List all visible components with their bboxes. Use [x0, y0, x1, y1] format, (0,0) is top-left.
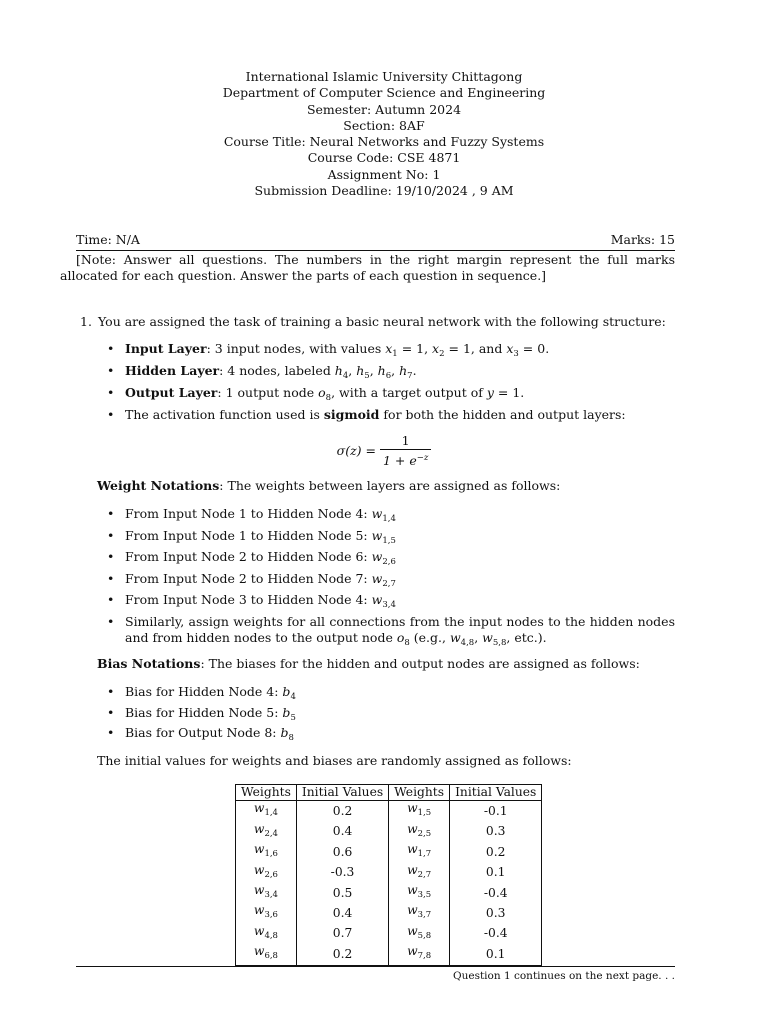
table-header-row: [236, 785, 542, 801]
weight-symbol: w: [253, 944, 265, 959]
weight-item-text: From Input Node 1 to Hidden Node 4:: [125, 506, 372, 521]
initial-value-cell: 0.1: [485, 946, 506, 961]
weight-symbol: w: [253, 842, 265, 857]
bias-item-text: Bias for Hidden Node 4:: [125, 684, 283, 699]
list-item: • Hidden Layer: 4 nodes, labeled $h_4$, $h_5$, $h_6$, $h_7$.: [107, 363, 417, 381]
submission-deadline: Submission Deadline: 19/10/2024 , 9 AM: [254, 183, 514, 199]
weight-subscript: 7,8: [417, 951, 432, 962]
sigmoid-formula: [0, 433, 768, 470]
weight-name-cell: [389, 944, 450, 965]
input-layer-label: Input Layer: [125, 341, 207, 356]
denominator-text: 1 + e: [382, 453, 417, 469]
question-number: 1.: [80, 314, 92, 329]
denominator-exponent: −z: [416, 453, 429, 464]
semester: Semester: Autumn 2024: [306, 101, 462, 117]
weight-name-cell: [236, 944, 297, 965]
formula-lhs: σ(z) =: [336, 442, 380, 458]
weight-name-cell: [236, 863, 297, 883]
bullet-icon: •: [107, 506, 115, 521]
hidden-layer-text: : 4 nodes, labeled: [219, 363, 335, 378]
bullet-icon: •: [107, 684, 115, 699]
output-layer-text: : 1 output node: [217, 385, 319, 400]
table-row: [236, 863, 542, 883]
target-value: 1: [512, 385, 521, 400]
list-item: [107, 705, 675, 726]
bias-notations-heading: [97, 656, 675, 672]
weight-symbol: w: [371, 570, 383, 586]
weight-name-cell: [389, 822, 450, 842]
weight-item-text: From Input Node 3 to Hidden Node 4:: [125, 592, 372, 608]
column-header: Weights: [389, 785, 450, 801]
course-code: Course Code: CSE 4871: [307, 150, 461, 166]
bullet-icon: •: [107, 704, 115, 720]
table-row: [236, 801, 542, 822]
weight-symbol: w: [407, 923, 418, 938]
initial-value-cell: 0.7: [296, 924, 388, 944]
weight-item-text: From Input Node 2 to Hidden Node 6:: [125, 549, 372, 565]
table-row: [236, 883, 542, 903]
weight-subscript: 1,5: [417, 808, 432, 819]
bullet-icon: •: [107, 363, 115, 378]
output-layer-label: Output Layer: [125, 385, 218, 400]
similarly-text-2: (e.g.,: [409, 630, 450, 646]
weight-subscript: 5,8: [417, 930, 432, 941]
initial-value-cell: 0.2: [485, 844, 506, 859]
list-item: • Input Layer: 3 input nodes, with values $x_1 = 1$, $x_2 = 1$, and $x_3 = 0$.: [107, 341, 550, 359]
department-name: Department of Computer Science and Engineering: [222, 85, 546, 101]
column-header: Weights: [236, 785, 297, 801]
list-item: • Similarly, assign weights for all connections from the input nodes to the hidden nodes and from hidden nodes to the output node $o_8$ (e.g., $w_{4,8}$, $w_{5,8}$, etc.).: [107, 613, 675, 649]
table-row: [236, 822, 542, 842]
weight-item-text: From Input Node 1 to Hidden Node 5:: [125, 527, 372, 543]
bias-subscript: 8: [288, 733, 294, 743]
weight-subscript: 2,7: [382, 578, 396, 589]
bias-subscript: 4: [290, 692, 296, 702]
weight-subscript: 2,7: [417, 869, 432, 880]
list-item: [107, 549, 675, 571]
weight-symbol: w: [253, 801, 265, 816]
table-row: [236, 842, 542, 862]
weight-symbol: w: [253, 862, 265, 877]
bullet-icon: •: [107, 613, 115, 629]
similarly-text: Similarly, assign weights for all connections from the input nodes to the hidden nodes and from hidden nodes to the output node: [125, 613, 675, 646]
list-item: [107, 407, 675, 429]
page-footer: Question 1 continues on the next page. . .: [452, 970, 675, 982]
weight-name-cell: [389, 903, 450, 923]
instructions-note: [Note: Answer all questions. The numbers in the right margin represent the full marks allocated for each question. Answer the parts of each question in sequence.]: [60, 252, 675, 284]
weight-subscript: 6,8: [264, 951, 278, 962]
weight-notations-heading: [97, 478, 675, 494]
weight-subscript: 1,5: [382, 535, 396, 546]
formula-numerator: 1: [380, 433, 431, 450]
activation-text: The activation function used is: [125, 407, 324, 422]
list-item: [107, 684, 675, 705]
weight-symbol: w: [407, 883, 418, 898]
initial-value-cell: 0.1: [485, 865, 506, 880]
weight-notations-label: Weight Notations: [97, 478, 220, 493]
bias-symbol: b: [282, 684, 291, 699]
weight-subscript: 2,6: [382, 557, 396, 568]
bias-notations-text: : The biases for the hidden and output nodes are assigned as follows:: [200, 656, 640, 671]
formula-fraction: [380, 433, 431, 470]
weight-symbol: w: [371, 527, 383, 543]
weight-symbol: w: [407, 944, 418, 959]
weight-name-cell: [236, 924, 297, 944]
weight-subscript: 1,6: [264, 849, 278, 860]
weight-symbol: w: [371, 592, 383, 608]
weight-notations-text: : The weights between layers are assigned as follows:: [219, 478, 561, 493]
bias-symbol: b: [280, 725, 289, 740]
activation-text-2: for both the hidden and output layers:: [379, 407, 626, 422]
initial-value-cell: 0.6: [296, 842, 388, 862]
weight-name-cell: [389, 863, 450, 883]
weight-name-cell: [389, 883, 450, 903]
weight-symbol: w: [253, 821, 265, 836]
initial-value-cell: -0.4: [483, 885, 508, 900]
x1-value: 1: [416, 341, 425, 356]
hidden-layer-label: Hidden Layer: [125, 363, 220, 378]
header-divider: [76, 250, 675, 251]
similarly-text-3: , etc.).: [506, 630, 547, 646]
bullet-icon: •: [107, 407, 115, 422]
output-layer-text-2: , with a target output of: [331, 385, 487, 400]
table-row: [236, 944, 542, 965]
initial-value-cell: -0.4: [483, 926, 508, 941]
document-header: [0, 69, 768, 199]
formula-denominator: [380, 450, 431, 469]
column-header: Initial Values: [296, 785, 388, 801]
bullet-icon: •: [107, 341, 115, 356]
weight-symbol: w: [371, 506, 383, 521]
assignment-number: Assignment No: 1: [327, 166, 441, 182]
list-item: [107, 506, 675, 528]
weight-subscript: 1,7: [417, 849, 432, 860]
weight-subscript: 3,4: [264, 890, 278, 901]
bullet-icon: •: [107, 592, 115, 608]
weight-symbol: w: [407, 821, 418, 836]
time-marks-bar: [76, 232, 675, 248]
bullet-icon: •: [107, 725, 115, 740]
weight-name-cell: [389, 924, 450, 944]
weight-subscript: 2,6: [264, 869, 278, 880]
marks-label: Marks: 15: [610, 232, 675, 247]
initial-value-cell: 0.5: [296, 883, 388, 903]
weight-subscript: 3,4: [382, 600, 396, 611]
weight-name-cell: [236, 801, 297, 822]
weight-item-text: From Input Node 2 to Hidden Node 7:: [125, 570, 372, 586]
initial-value-cell: 0.2: [296, 944, 388, 965]
bias-subscript: 5: [290, 712, 296, 723]
bullet-icon: •: [107, 570, 115, 586]
initial-value-cell: 0.2: [296, 801, 388, 822]
initial-values-text: The initial values for weights and biases are randomly assigned as follows:: [97, 753, 572, 768]
initial-weights-table: [235, 784, 542, 966]
bullet-icon: •: [107, 549, 115, 565]
column-header: Initial Values: [450, 785, 542, 801]
weight-symbol: w: [253, 883, 265, 898]
bias-symbol: b: [282, 704, 291, 720]
initial-value-cell: -0.1: [483, 803, 508, 818]
weight-symbol: w: [407, 801, 418, 816]
time-label: Time: N/A: [76, 232, 140, 247]
footer-divider: [76, 966, 675, 967]
weight-symbol: w: [253, 903, 265, 918]
university-name: International Islamic University Chittagong: [245, 69, 523, 84]
bias-notations-label: Bias Notations: [97, 656, 201, 671]
activation-name: sigmoid: [323, 407, 380, 422]
weight-symbol: w: [407, 903, 418, 918]
network-structure-list: [107, 341, 675, 429]
weight-name-cell: [389, 842, 450, 862]
input-layer-text: : 3 input nodes, with values: [206, 341, 386, 356]
list-item: [107, 592, 675, 614]
bullet-icon: •: [107, 385, 115, 400]
x2-value: 1: [462, 341, 471, 356]
list-item: [107, 571, 675, 593]
initial-value-cell: 0.4: [296, 903, 388, 923]
bullet-icon: •: [107, 527, 115, 543]
weight-subscript: 1,4: [264, 808, 278, 819]
initial-value-cell: 0.3: [485, 905, 506, 920]
weight-subscript: 3,6: [264, 910, 278, 921]
weight-name-cell: [389, 801, 450, 822]
list-item: [107, 725, 675, 746]
weight-name-cell: [236, 842, 297, 862]
weight-name-cell: [236, 883, 297, 903]
initial-value-cell: -0.3: [296, 863, 388, 883]
section: Section: 8AF: [343, 117, 425, 133]
weight-subscript: 1,4: [382, 514, 396, 524]
bias-item-text: Bias for Hidden Node 5:: [125, 704, 283, 720]
weight-notations-list: [107, 506, 675, 649]
list-item: [107, 528, 675, 550]
weight-subscript: 2,4: [264, 828, 278, 839]
weight-subscript: 3,5: [417, 890, 432, 901]
weight-symbol: w: [371, 549, 383, 565]
x3-value: 0: [537, 341, 546, 356]
weight-subscript: 2,5: [417, 828, 432, 839]
weight-subscript: 4,8: [264, 930, 278, 941]
question-stem: You are assigned the task of training a basic neural network with the following structure:: [98, 314, 666, 329]
weight-symbol: w: [407, 842, 418, 857]
weight-symbol: w: [253, 923, 265, 938]
weight-symbol: w: [407, 862, 418, 877]
initial-value-cell: 0.3: [485, 824, 506, 839]
initial-value-cell: 0.4: [296, 822, 388, 842]
bias-notations-list: [107, 684, 675, 746]
table-row: [236, 903, 542, 923]
course-title: Course Title: Neural Networks and Fuzzy Systems: [223, 134, 545, 150]
list-item: • Output Layer: 1 output node $o_8$, with a target output of y = 1.: [107, 385, 525, 403]
bias-item-text: Bias for Output Node 8:: [125, 725, 281, 740]
weight-subscript: 3,7: [417, 910, 432, 921]
table-row: [236, 924, 542, 944]
weight-name-cell: [236, 822, 297, 842]
weight-name-cell: [236, 903, 297, 923]
